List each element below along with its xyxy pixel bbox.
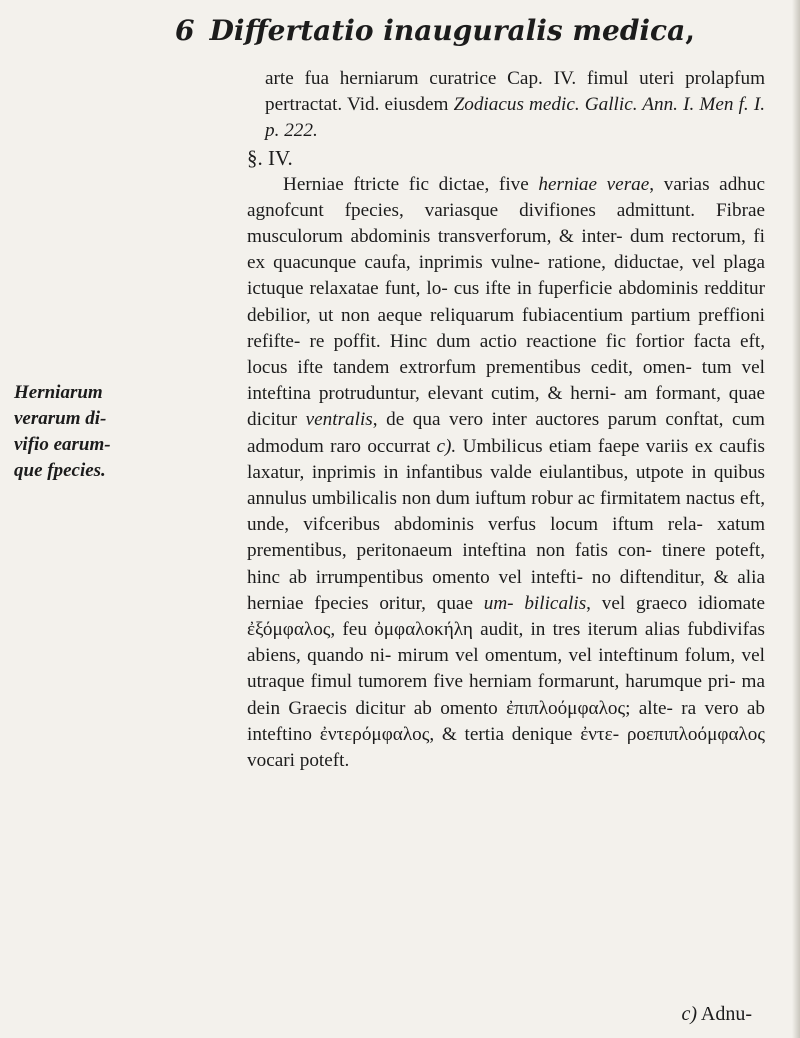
running-title: Differtatio inauguralis medica xyxy=(209,14,686,47)
page-edge-shadow xyxy=(792,0,800,1038)
catchword-mark: c) xyxy=(681,1003,697,1025)
text-block xyxy=(247,66,765,774)
running-head xyxy=(175,14,695,47)
footnote-continuation xyxy=(247,66,765,145)
catchword xyxy=(681,1003,752,1026)
margin-line-1: Herniarum xyxy=(14,382,103,403)
para-text-5: , vel graeco idiomate ἐξόμφαλος, feu ὀμφαλοκήλη audit, in tres iterum alias fubdivifas abiens, quando ni- mirum vel omentum, vel inteftinum folum, vel utraque fimul tumorem five herniam formarunt, harumque pri- ma dein Graecis dicitur ab omento ἐπιπλοόμφαλος; alte- ra vero ab inteftino ἐντερόμφαλος, & tertia denique ἐντε- ροεπιπλοόμφαλος vocari poteft. xyxy=(247,592,765,772)
note-line-3: Men f. I. p. 222. xyxy=(265,94,766,142)
para-footnote-ref: c). xyxy=(436,435,457,457)
catchword-text: Adnu- xyxy=(700,1003,752,1025)
para-term-umbilicalis: um- bilicalis xyxy=(483,592,587,614)
section-heading: §. IV. xyxy=(247,145,293,170)
para-term-herniae-verae: herniae verae xyxy=(538,173,650,195)
margin-line-4: que fpecies. xyxy=(14,460,106,481)
main-paragraph xyxy=(247,172,765,775)
note-citation: Zodiacus medic. Gallic. Ann. I. xyxy=(453,94,695,116)
marginal-note xyxy=(14,380,130,484)
note-line-2a: pertractat. Vid. eiusdem xyxy=(265,94,454,116)
running-title-comma: , xyxy=(685,14,695,47)
para-text-4: Umbilicus etiam faepe variis ex caufis laxatur, inprimis in infantibus valde eiulantibus, utpote in quibus annulus umbilicalis non dum iuftum robur ac firmitatem nactus eft, unde, vifceribus abdominis verfus locum iftum rela- xatum prementibus, peritonaeum inteftina non fatis con- tinere poteft, hinc ab irrumpentibus omento vel intefti- no diftenditur, & alia herniae fpecies oritur, quae xyxy=(247,435,765,614)
para-text-3: , de qua vero inter auctores parum conftat, cum admodum raro occurrat xyxy=(247,409,765,457)
margin-line-3: vifio earum- xyxy=(14,434,111,455)
para-text-2: , varias adhuc agnofcunt fpecies, variasque divifiones admittunt. Fibrae musculorum abdominis transverforum, & inter- dum rectorum, fi ex quacunque caufa, inprimis vulne- ratione, diductae, vel plaga ictuque relaxatae funt, lo- cus ifte in fuperficie abdominis redditur debilior, ut non aeque reliquarum fubiacentium partium preffioni refifte- re poffit. Hinc dum actio reactione fic fortior facta eft, locus ifte tandem extrorfum prementibus cedit, omen- tum vel inteftina protruduntur, elevant cutim, & herni- am formant, quae dicitur xyxy=(247,173,765,431)
para-text-1: Herniae ftricte fic dictae, five xyxy=(283,173,539,195)
para-term-ventralis: ventralis xyxy=(305,409,373,431)
note-line-1: arte fua herniarum curatrice Cap. IV. fimul uteri prolapfum xyxy=(265,68,765,89)
margin-line-2: verarum di- xyxy=(14,408,107,429)
page-number: 6 xyxy=(175,14,195,47)
